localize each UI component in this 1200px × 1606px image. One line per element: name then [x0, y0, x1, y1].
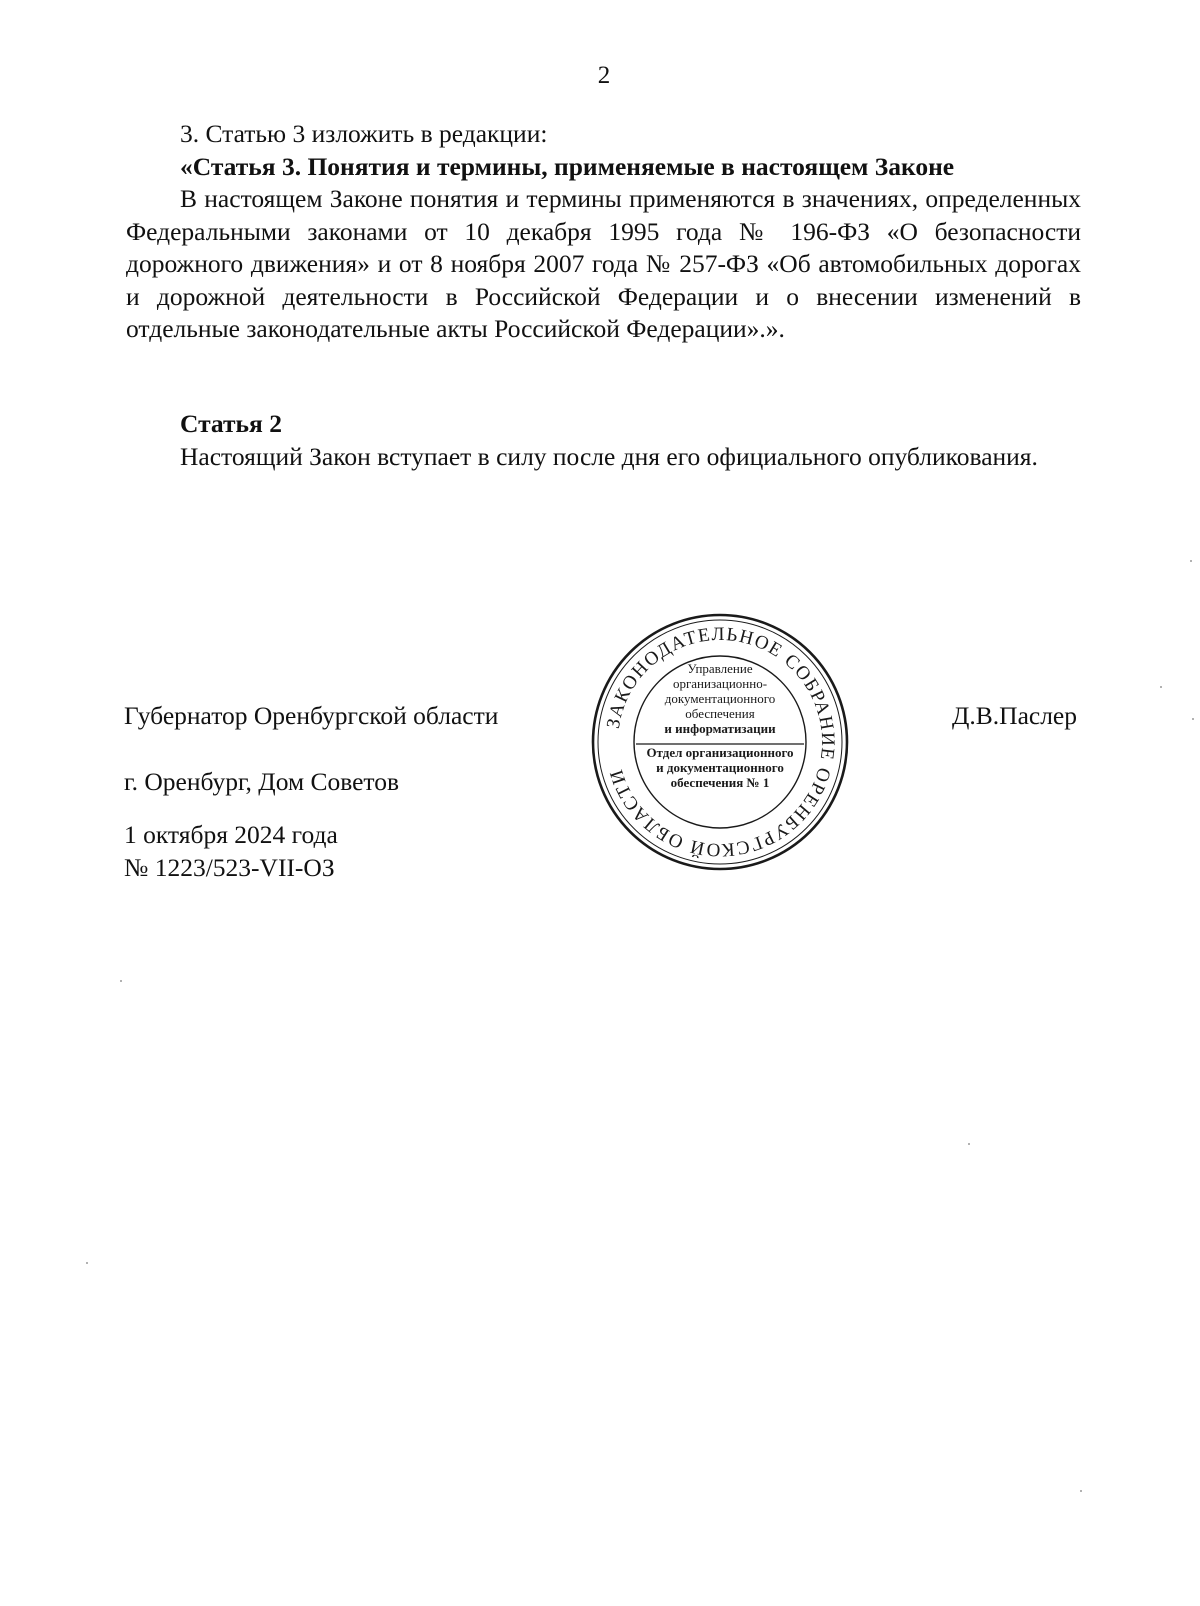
- article3-text: В настоящем Законе понятия и термины применяются в значениях, определенных Федеральными законами от 10 декабря 1995 года № 196-ФЗ «О безопасности дорожного движения» и от 8 ноября 2007 года № 257-ФЗ «Об автомобильных дорогах и дорожной деятельности в Российской Федерации и о внесении изменений в отдельные законодательные акты Российской Федерации».».: [126, 184, 1081, 343]
- governor-name: Д.В.Паслер: [952, 701, 1077, 730]
- signing-date: 1 октября 2024 года: [124, 820, 338, 849]
- article1-amendment: [126, 118, 1081, 346]
- seal-line: Управление: [687, 661, 753, 676]
- seal-line: Отдел организационного: [646, 745, 794, 760]
- scan-speck: [1190, 560, 1192, 562]
- seal-inner-text: [636, 661, 804, 790]
- governor-title: Губернатор Оренбургской области: [124, 701, 499, 730]
- seal-line: обеспечения: [685, 706, 755, 721]
- scan-speck: [1080, 1490, 1082, 1492]
- article3-heading: «Статья 3. Понятия и термины, применяемые в настоящем Законе: [180, 151, 955, 181]
- seal-line: обеспечения № 1: [670, 775, 770, 790]
- seal-line: и информатизации: [664, 721, 776, 736]
- seal-outer-text: ЗАКОНОДАТЕЛЬНОЕ СОБРАНИЕ ОРЕНБУРГСКОЙ ОБЛАСТИ: [602, 623, 839, 861]
- scan-speck: [120, 980, 122, 982]
- scan-speck: [86, 1262, 88, 1264]
- scan-speck: [1192, 718, 1194, 720]
- scan-speck: [1160, 686, 1162, 688]
- article2-heading: Статья 2: [180, 409, 282, 438]
- article2-block: [126, 408, 1081, 473]
- scan-speck: [968, 1143, 970, 1145]
- article2-text: Настоящий Закон вступает в силу после дня его официального опубликования.: [180, 441, 1038, 471]
- seal-line: документационного: [664, 691, 776, 706]
- seal-line: и документационного: [656, 760, 784, 775]
- law-number: № 1223/523-VII-ОЗ: [124, 853, 335, 882]
- amendment-intro: 3. Статью 3 изложить в редакции:: [180, 119, 548, 148]
- seal-line: организационно-: [672, 676, 768, 691]
- page-number: 2: [597, 62, 611, 89]
- signing-place: г. Оренбург, Дом Советов: [124, 767, 400, 796]
